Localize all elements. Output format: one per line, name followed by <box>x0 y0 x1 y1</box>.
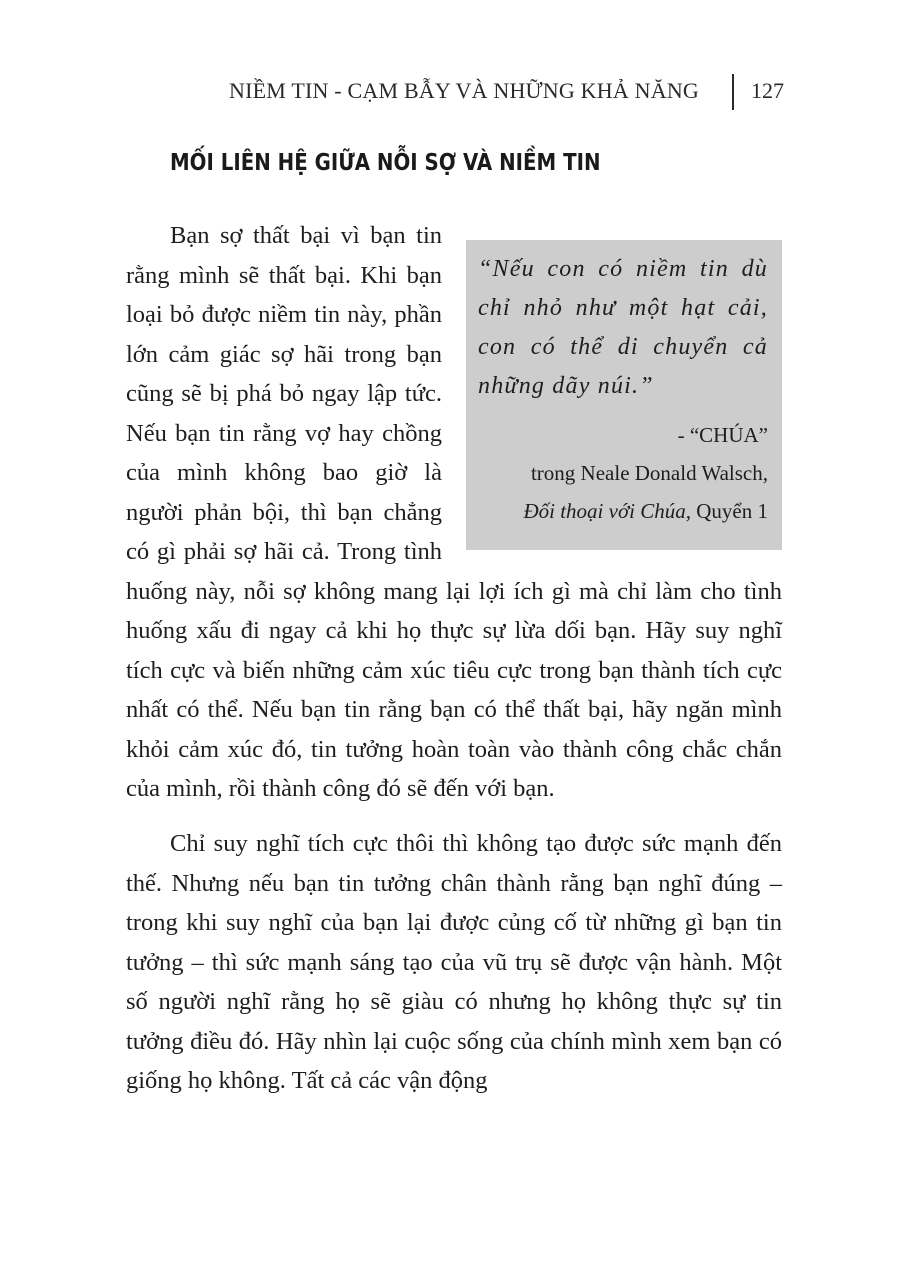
body-text <box>126 216 782 1101</box>
running-header <box>150 74 784 110</box>
chapter-title: NIỀM TIN - CẠM BẪY VÀ NHỮNG KHẢ NĂNG <box>229 78 699 103</box>
attribution-speaker: - “CHÚA” <box>677 423 768 447</box>
paragraph: Bạn sợ thất bại vì bạn tin rằng mình sẽ thất bại. Khi bạn loại bỏ được niềm tin này, phần lớn cảm giác sợ hãi trong bạn cũng sẽ bị phá bỏ ngay lập tức. Nếu bạn tin rằng vợ hay chồng của mình không bao giờ là người phản bội, thì bạn chẳng có gì phải sợ hãi cả. Trong tình huống này, nỗi sợ không mang lại lợi ích gì mà chỉ làm cho tình huống xấu đi ngay cả khi họ thực sự lừa dối bạn. Hãy suy nghĩ tích cực và biến những cảm xúc tiêu cực trong bạn thành tích cực nhất có thể. Nếu bạn tin rằng bạn có thể thất bại, hãy ngăn mình khỏi cảm xúc đó, tin tưởng hoàn toàn vào thành công chắc chắn của mình, rồi thành công đó sẽ đến với bạn. <box>126 222 782 802</box>
page-number: 127 <box>751 78 784 103</box>
attribution-source: trong Neale Donald Walsch, <box>530 461 768 485</box>
section-heading: MỐI LIÊN HỆ GIỮA NỖI SỢ VÀ NIỀM TIN <box>170 150 601 176</box>
book-volume: Quyển 1 <box>691 499 768 523</box>
paragraph: Chỉ suy nghĩ tích cực thôi thì không tạo được sức mạnh đến thế. Nhưng nếu bạn tin tưởng chân thành rằng bạn nghĩ đúng – trong khi suy nghĩ của bạn lại được củng cố từ những gì bạn tin tưởng – thì sức mạnh sáng tạo của vũ trụ sẽ được vận hành. Một số người nghĩ rằng họ sẽ giàu có nhưng họ không thực sự tin tưởng điều đó. Hãy nhìn lại cuộc sống của chính mình xem bạn có giống họ không. Tất cả các vận động <box>126 830 782 1094</box>
quote-text: “Nếu con có niềm tin dù chỉ nhỏ như một hạt cải, con có thể di chuyển cả những dãy núi.” <box>478 256 768 399</box>
header-divider <box>732 74 734 110</box>
book-title: Đối thoại với Chúa, <box>523 499 691 523</box>
quote-spacer <box>442 216 782 571</box>
